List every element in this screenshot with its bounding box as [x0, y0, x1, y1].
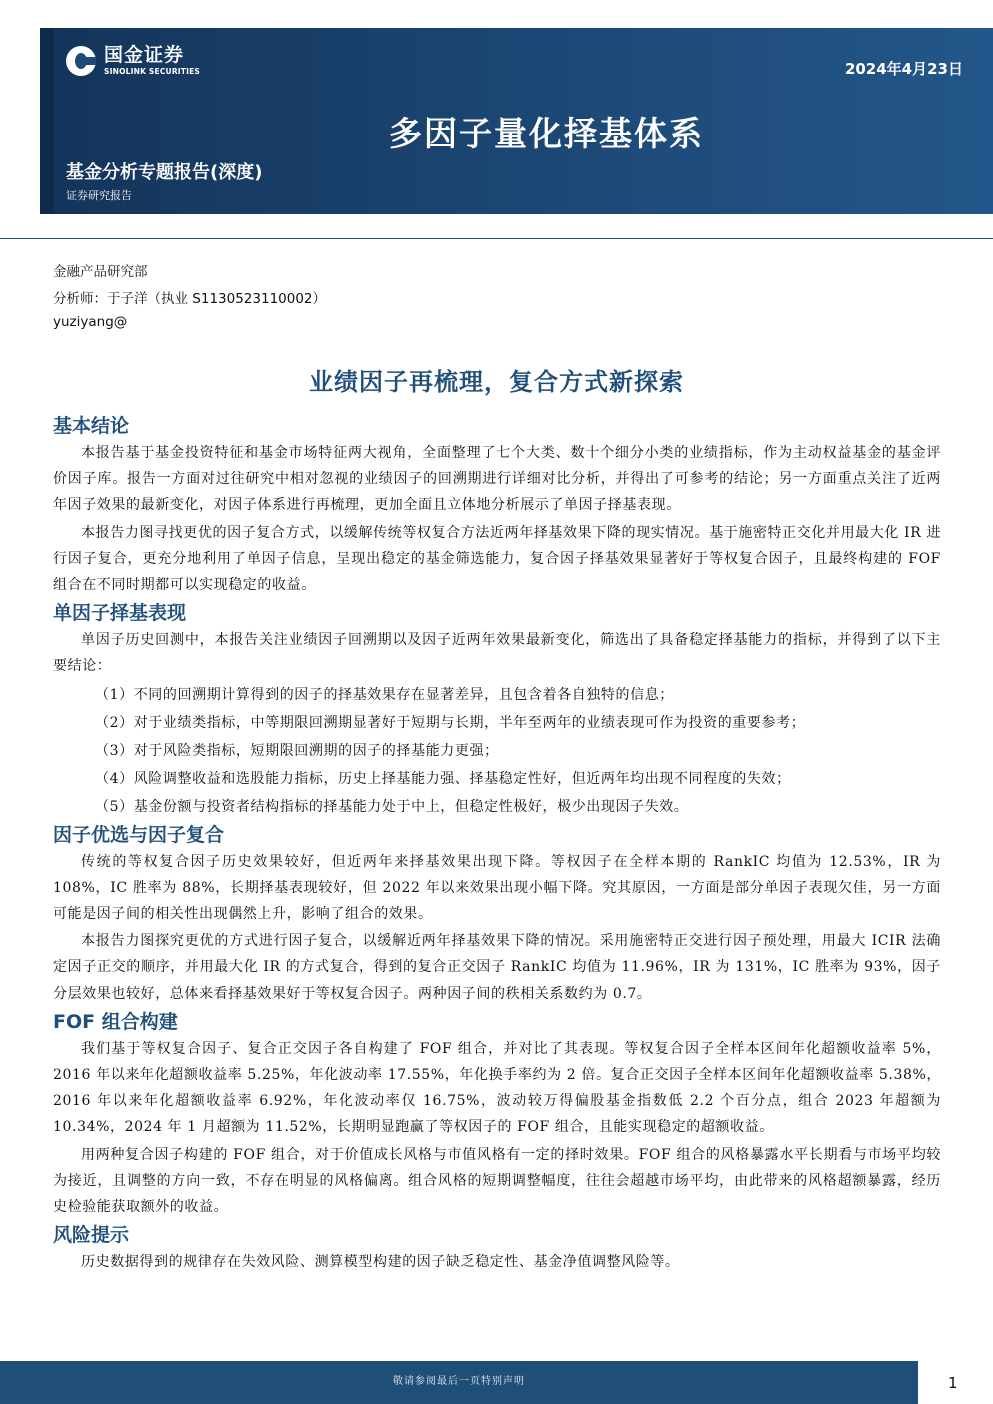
- logo-cn-text: 国金证券: [104, 44, 185, 67]
- logo-en-text: SINOLINK SECURITIES: [104, 67, 201, 77]
- paragraph: 本报告基于基金投资特征和基金市场特征两大视角，全面整理了七个大类、数十个细分小类的业绩指标，作为主动权益基金的基金评价因子库。报告一方面对过往研究中相对忽视的业绩因子的回溯期进行详细对比分析，并得出了可参考的结论；另一方面重点关注了近两年因子效果的最新变化，对因子体系进行再梳理，更加全面且立体地分析展示了单因子择基表现。: [53, 445, 941, 514]
- analyst: 分析师：于子洋（执业 S1130523110002）: [53, 291, 327, 307]
- main-title: 多因子量化择基体系: [389, 114, 704, 153]
- list-item: （3）对于风险类指标，短期限回溯期的因子的择基能力更强；: [95, 742, 499, 759]
- list-item: （4）风险调整收益和选股能力指标，历史上择基能力强、择基稳定性好，但近两年均出现不同程度的失效；: [95, 770, 791, 787]
- section-heading: 因子优选与因子复合: [53, 823, 225, 846]
- section-heading: 风险提示: [53, 1224, 130, 1247]
- header-divider: [0, 238, 993, 239]
- report-body: [53, 412, 941, 1276]
- document-type: 证券研究报告: [66, 189, 132, 202]
- paragraph: 传统的等权复合因子历史效果较好，但近两年来择基效果出现下降。等权因子在全样本期的 RankIC 均值为 12.53%，IR 为 108%，IC 胜率为 88%，长期择基表现较好，但 2022 年以来效果出现小幅下降。究其原因，一方面是部分单因子表现欠佳，另一方面可能是因子间的相关性出现偶然上升，影响了组合的效果。: [53, 853, 941, 923]
- analyst-email[interactable]: yuziyang@: [53, 314, 128, 330]
- disclaimer-note: 敬请参阅最后一页特别声明: [393, 1376, 525, 1387]
- paragraph: 本报告力图寻找更优的因子复合方式，以缓解传统等权复合方法近两年择基效果下降的现实情况。基于施密特正交化并用最大化 IR 进行因子复合，更充分地利用了单因子信息，呈现出稳定的基金筛选能力，复合因子择基效果显著好于等权复合因子，且最终构建的 FOF 组合在不同时期都可以实现稳定的收益。: [53, 524, 941, 594]
- report-title: 业绩因子再梳理，复合方式新探索: [309, 368, 684, 396]
- section-heading: 基本结论: [53, 415, 130, 437]
- section-heading: 单因子择基表现: [53, 602, 187, 625]
- paragraph: 单因子历史回测中，本报告关注业绩因子回溯期以及因子近两年效果最新变化，筛选出了具备稳定择基能力的指标，并得到了以下主要结论：: [53, 632, 941, 675]
- company-logo: [66, 46, 200, 76]
- department: 金融产品研究部: [53, 264, 148, 280]
- section-heading: FOF 组合构建: [53, 1010, 178, 1033]
- list-item: （5）基金份额与投资者结构指标的择基能力处于中上，但稳定性极好，极少出现因子失效。: [95, 798, 689, 815]
- list-item: （1）不同的回溯期计算得到的因子的择基效果存在显著差异，且包含着各自独特的信息；: [95, 686, 674, 703]
- paragraph: 我们基于等权复合因子、复合正交因子各自构建了 FOF 组合，并对比了其表现。等权复合因子全样本区间年化超额收益率 5%，2016 年以来年化超额收益率 5.25%，年化波动率 17.55%，年化换手率约为 2 倍。复合正交因子全样本区间年化超额收益率 5.38%，2016 年以来年化超额收益率 6.92%，年化波动率仅 16.75%，波动较万得偏股基金指数低 2.2 个百分点，组合 2023 年超额为 10.34%，2024 年 1 月超额为 11.52%，长期明显跑赢了等权因子的 FOF 组合，且能实现稳定的超额收益。: [53, 1040, 941, 1136]
- list-item: （2）对于业绩类指标，中等期限回溯期显著好于短期与长期，半年至两年的业绩表现可作为投资的重要参考；: [95, 714, 806, 731]
- page-number: 1: [948, 1374, 958, 1392]
- paragraph: 本报告力图探究更优的方式进行因子复合，以缓解近两年择基效果下降的情况。采用施密特正交进行因子预处理，用最大 ICIR 法确定因子正交的顺序，并用最大化 IR 的方式复合，得到的复合正交因子 RankIC 均值为 11.96%，IR 为 131%，IC 胜率为 93%，因子分层效果也较好，总体来看择基效果好于等权复合因子。两种因子间的秩相关系数约为 0.7。: [53, 933, 941, 1002]
- logo-mark-icon: [66, 46, 96, 76]
- paragraph: 用两种复合因子构建的 FOF 组合，对于价值成长风格与市值风格有一定的择时效果。FOF 组合的风格暴露水平长期看与市场平均较为接近，且调整的方向一致，不存在明显的风格偏离。组合风格的短期调整幅度，往往会超越市场平均，由此带来的风格超额暴露，经历史检验能获取额外的收益。: [53, 1146, 941, 1216]
- report-date: 2024年4月23日: [844, 60, 963, 78]
- paragraph: 历史数据得到的规律存在失效风险、测算模型构建的因子缺乏稳定性、基金净值调整风险等。: [81, 1254, 680, 1271]
- report-subtitle: 基金分析专题报告(深度): [66, 162, 263, 183]
